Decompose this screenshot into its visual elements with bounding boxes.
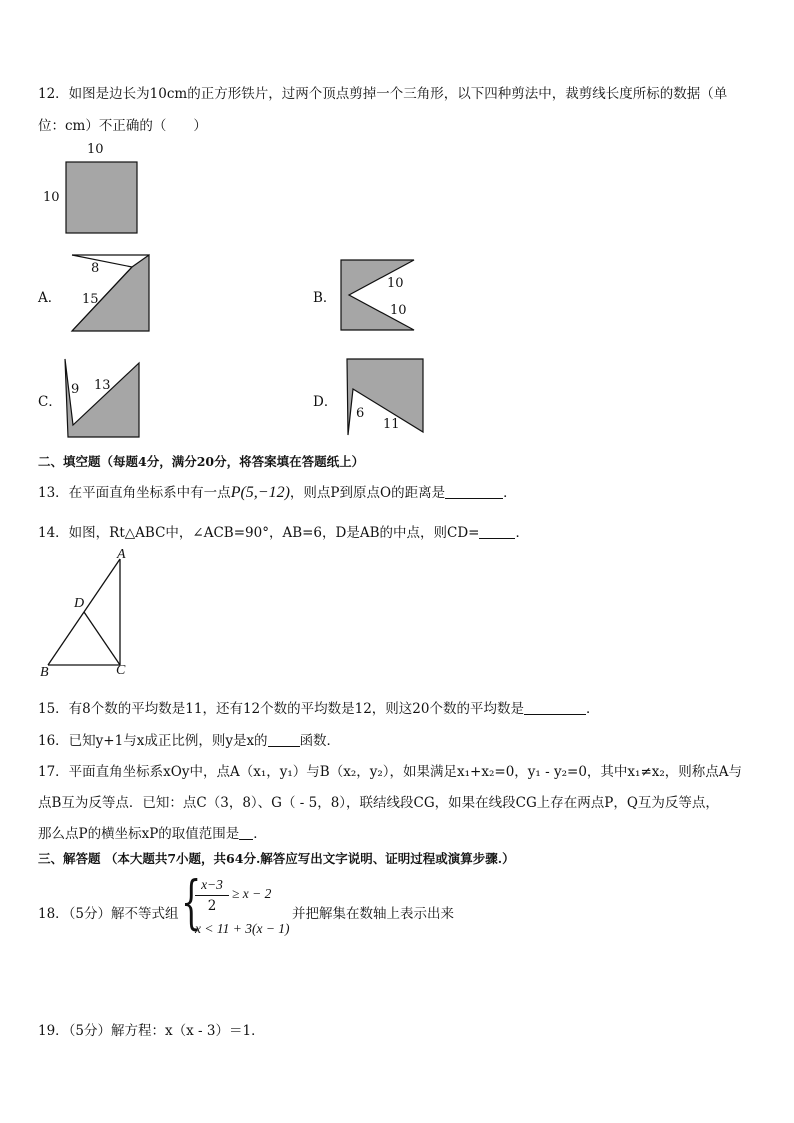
q18-frac-den: 2 <box>207 898 217 914</box>
option-c-label: C． <box>38 394 62 410</box>
option-b-figure <box>339 258 417 333</box>
q18-ineq2: x < 11 + 3(x − 1) <box>195 921 290 936</box>
q13 <box>38 481 517 502</box>
q14 <box>38 521 529 541</box>
q14-answer-blank <box>479 524 515 539</box>
q16-text: 16．已知y+1与x成正比例，则y是x的 <box>38 733 268 749</box>
q16 <box>38 729 340 749</box>
q14-triangle-figure <box>36 545 136 681</box>
option-b-label: B． <box>313 290 337 306</box>
option-d-label: D． <box>313 394 338 410</box>
square-figure <box>65 161 139 235</box>
q18-prefix: 18．（5分）解不等式组 <box>38 906 179 922</box>
q14-text: 14．如图，Rt△ABC中，∠ACB=90°，AB=6，D是AB的中点，则CD= <box>38 525 480 541</box>
option-d-label-6: 6 <box>356 406 365 421</box>
option-a-label-8: 8 <box>91 261 100 276</box>
q17-line3-end: ． <box>253 826 267 842</box>
q17-line2: 点B互为反等点．已知：点C（3，8）、G（ - 5，8），联结线段CG，如果在线段CG上存在两点P，Q互为反等点， <box>38 795 719 811</box>
q15-answer-blank <box>524 700 586 715</box>
q12-line2: 位：cm）不正确的（ ） <box>38 118 207 134</box>
q13-answer-blank <box>445 484 503 499</box>
option-b-label-10b: 10 <box>390 303 407 318</box>
option-c-label-13: 13 <box>94 378 111 393</box>
q19: 19．（5分）解方程：x（x - 3）＝1． <box>38 1023 265 1039</box>
q14-label-c: C <box>116 663 126 678</box>
q14-label-a: A <box>117 547 126 562</box>
section3-heading: 三、解答题 （本大题共7小题，共64分.解答应写出文字说明、证明过程或演算步骤.） <box>38 851 515 866</box>
option-a-label-15: 15 <box>82 292 99 307</box>
q18-frac-bar <box>195 895 229 896</box>
q12-line1: 12．如图是边长为10cm的正方形铁片，过两个顶点剪掉一个三角形，以下四种剪法中，裁剪线长度所标的数据（单 <box>38 86 728 102</box>
q17-answer-blank <box>239 825 253 840</box>
q15-end: ． <box>585 701 600 717</box>
q18-ineq1-rhs: ≥ x − 2 <box>232 886 272 901</box>
q13-after: ，则点P到原点O的距离是 <box>289 485 446 501</box>
option-c-label-9: 9 <box>71 382 80 397</box>
q18-frac-num: x−3 <box>201 877 223 892</box>
q18-suffix: 并把解集在数轴上表示出来 <box>292 906 454 922</box>
q14-end: ． <box>515 525 529 541</box>
option-d-label-11: 11 <box>383 417 400 432</box>
section2-heading: 二、填空题（每题4分，满分20分，将答案填在答题纸上） <box>38 454 365 469</box>
q13-end: ． <box>503 485 517 501</box>
q15-text: 15．有8个数的平均数是11，还有12个数的平均数是12，则这20个数的平均数是 <box>38 701 524 717</box>
q16-answer-blank <box>268 732 300 747</box>
option-a-label: A． <box>38 290 62 306</box>
q15 <box>38 697 599 717</box>
q18-brace: { <box>181 868 202 936</box>
q16-end: 函数． <box>299 733 341 749</box>
q14-label-d: D <box>74 596 85 611</box>
square-top-label: 10 <box>87 142 104 157</box>
option-c-figure <box>63 357 143 441</box>
q17-line1: 17．平面直角坐标系xOy中，点A（x₁，y₁）与B（x₂，y₂），如果满足x₁+x₂=0，y₁ - y₂=0，其中x₁≠x₂，则称点A与 <box>38 764 743 780</box>
square-left-label: 10 <box>43 190 60 205</box>
q17-line3 <box>38 822 267 842</box>
q17-line3-text: 那么点P的横坐标xP的取值范围是 <box>38 826 240 842</box>
q14-label-b: B <box>40 665 49 680</box>
square-shape <box>66 162 137 233</box>
q13-before: 13．在平面直角坐标系中有一点 <box>38 485 231 501</box>
q13-point: P(5,−12) <box>230 484 290 501</box>
option-b-label-10a: 10 <box>387 276 404 291</box>
